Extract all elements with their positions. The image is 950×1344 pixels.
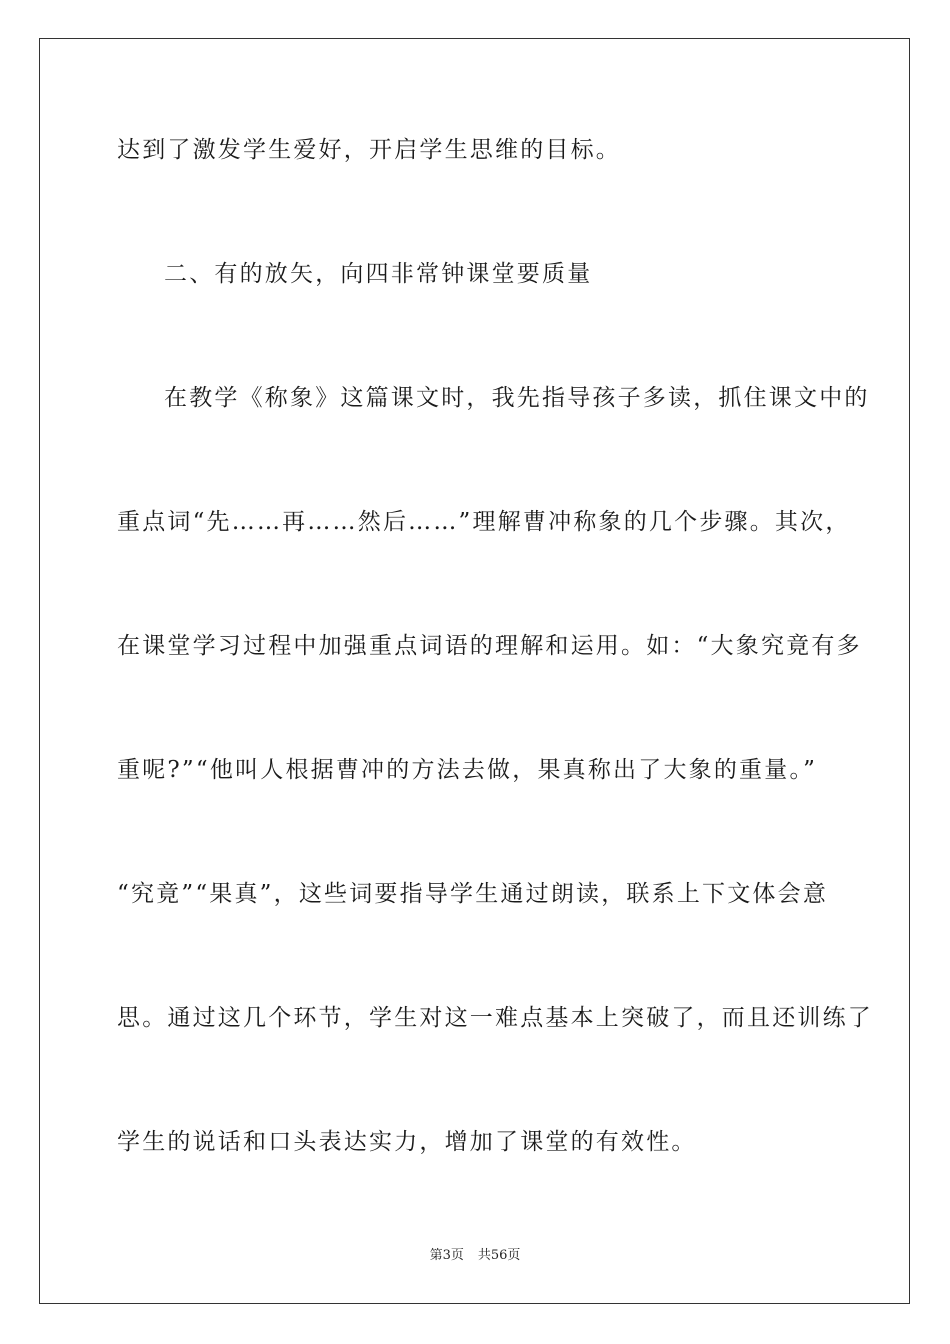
page-number: 第3页 (429, 1248, 464, 1263)
text-line: 达到了激发学生爱好，开启学生思维的目标。 (117, 137, 621, 163)
section-heading: 二、有的放矢，向四非常钟课堂要质量 (164, 261, 593, 287)
text-line: 思。通过这几个环节，学生对这一难点基本上突破了，而且还训练了 (117, 1005, 873, 1031)
text-line: “究竟”“果真”，这些词要指导学生通过朗读，联系上下文体会意 (117, 881, 829, 907)
text-line: 在课堂学习过程中加强重点词语的理解和运用。如：“大象究竟有多 (117, 633, 862, 659)
text-line: 在教学《称象》这篇课文时，我先指导孩子多读，抓住课文中的 (164, 385, 870, 411)
page-footer (0, 1247, 950, 1265)
text-line: 学生的说话和口头表达实力，增加了课堂的有效性。 (117, 1129, 697, 1155)
page-border (39, 38, 910, 1304)
text-line: 重呢?”“他叫人根据曹冲的方法去做，果真称出了大象的重量。” (117, 757, 818, 783)
text-line: 重点词“先……再……然后……”理解曹冲称象的几个步骤。其次， (117, 509, 851, 535)
page-total: 共56页 (477, 1248, 521, 1263)
